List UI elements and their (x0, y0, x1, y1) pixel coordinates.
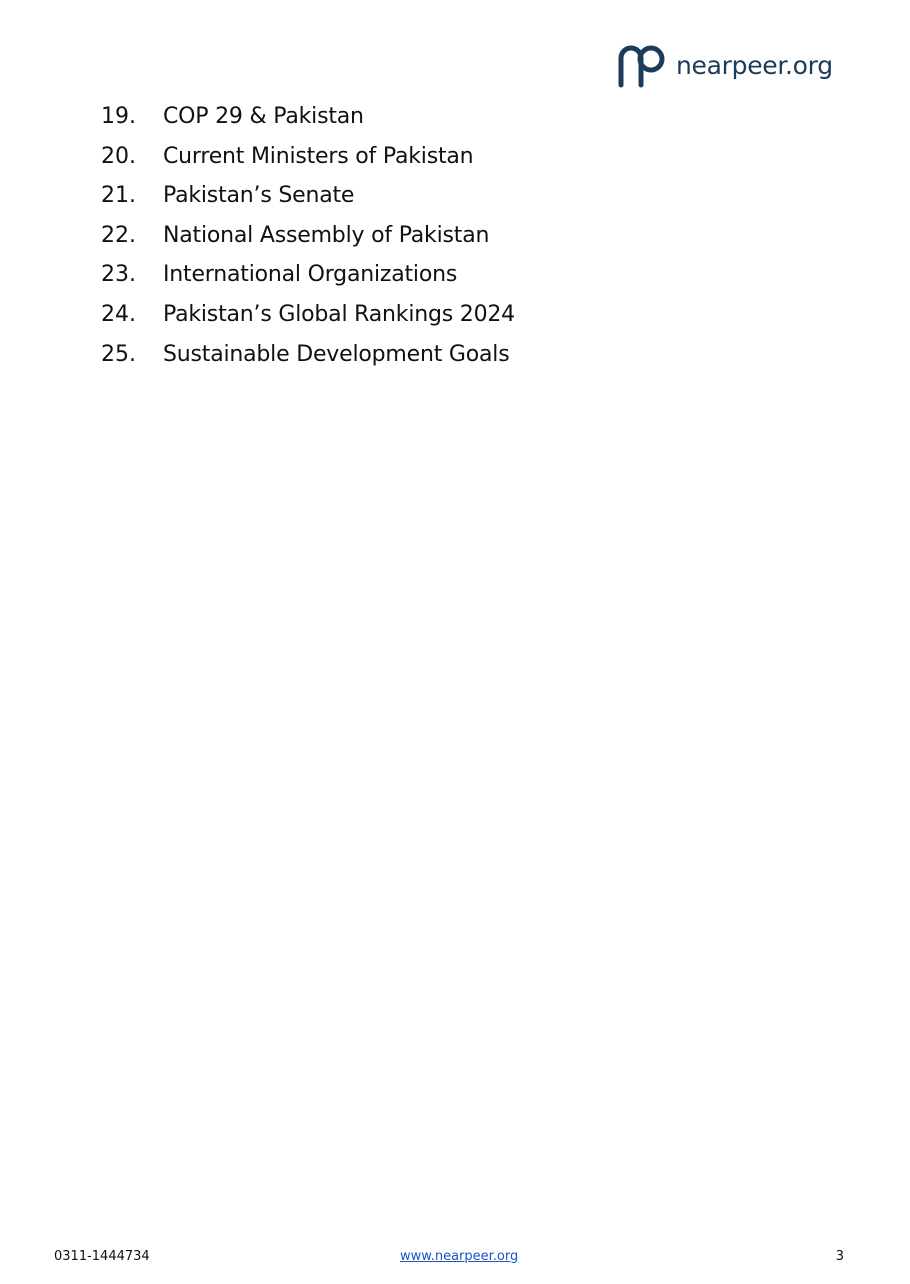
toc-item-title: Pakistan’s Global Rankings 2024 (163, 301, 515, 327)
toc-item (0, 295, 910, 335)
toc-item-number: 25. (101, 341, 136, 367)
footer-phone: 0311-1444734 (54, 1249, 150, 1264)
toc-item-number: 23. (101, 262, 136, 288)
toc-item-number: 20. (101, 143, 136, 169)
toc-item-title: Pakistan’s Senate (163, 183, 355, 209)
toc-item-number: 21. (101, 183, 136, 209)
toc-item (0, 335, 910, 375)
toc-item-title: International Organizations (163, 262, 458, 288)
toc-item (0, 176, 910, 216)
toc-item-title: Current Ministers of Pakistan (163, 143, 474, 169)
table-of-contents (0, 97, 910, 374)
np-monogram-icon (616, 42, 668, 90)
page-footer (0, 1246, 910, 1268)
toc-item (0, 97, 910, 137)
toc-item-number: 19. (101, 104, 136, 129)
toc-item (0, 216, 910, 256)
footer-website-link[interactable]: www.nearpeer.org (400, 1249, 519, 1264)
toc-item (0, 137, 910, 177)
logo-text: nearpeer.org (676, 51, 833, 80)
toc-item-title: Sustainable Development Goals (163, 341, 510, 367)
toc-item-title: National Assembly of Pakistan (163, 222, 490, 248)
toc-item (0, 255, 910, 295)
nearpeer-logo (616, 42, 833, 90)
page-number: 3 (835, 1249, 844, 1264)
toc-item-title: COP 29 & Pakistan (163, 104, 364, 129)
toc-item-number: 24. (101, 301, 136, 327)
toc-item-number: 22. (101, 222, 136, 248)
